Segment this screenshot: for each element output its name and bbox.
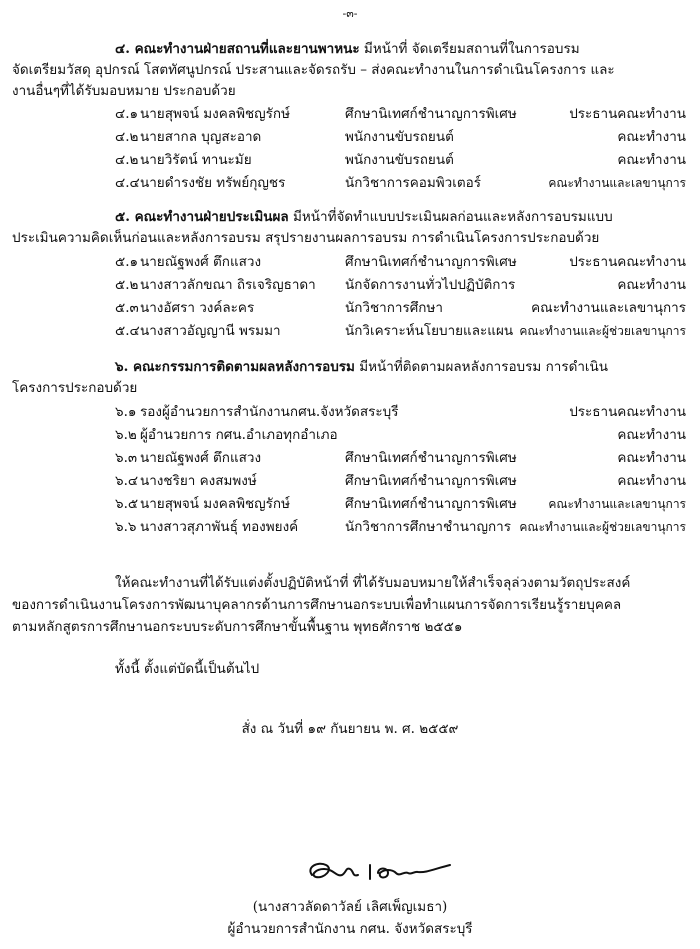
order-date: สั่ง ณ วันที่ ๑๙ กันยายน พ. ศ. ๒๕๕๙ xyxy=(241,721,459,737)
sec6-member-row: ๖.๓ นายณัฐพงศ์ ตึกแสวง ศึกษานิเทศก์ชำนาญการพิเศษ คณะทำงาน xyxy=(115,450,686,466)
sec5-member-row: ๕.๑ นายณัฐพงศ์ ตึกแสวง ศึกษานิเทศก์ชำนาญการพิเศษ ประธานคณะทำงาน xyxy=(115,254,686,270)
closing-p1-line3: ตามหลักสูตรการศึกษานอกระบบระดับการศึกษาขั้นพื้นฐาน พุทธศักราช ๒๕๕๑ xyxy=(12,619,463,635)
sec6-member-row: ๖.๑ รองผู้อำนวยการสำนักงานกศน.จังหวัดสระบุรี ประธานคณะทำงาน xyxy=(115,404,686,420)
sec6-member-row: ๖.๒ ผู้อำนวยการ กศน.อำเภอทุกอำเภอ คณะทำงาน xyxy=(115,427,686,443)
sec6-heading-line xyxy=(115,358,608,376)
sec4-member-row: ๔.๔ นายดำรงชัย ทรัพย์กุญชร นักวิชาการคอมพิวเตอร์ คณะทำงานและเลขานุการ xyxy=(115,175,686,191)
signer-title: ผู้อำนวยการสำนักงาน กศน. จังหวัดสระบุรี xyxy=(227,921,473,937)
sec4-member-row: ๔.๒ นายสากล บุญสะอาด พนักงานขับรถยนต์ คณะทำงาน xyxy=(115,129,686,145)
closing-p1-line2: ของการดำเนินงานโครงการพัฒนาบุคลากรด้านการศึกษานอกระบบเพื่อทำแผนการจัดการเรียนรู้รายบุคคล xyxy=(12,597,622,613)
sec6-member-row: ๖.๕ นายสุพจน์ มงคลพิชญรักษ์ ศึกษานิเทศก์ชำนาญการพิเศษ คณะทำงานและเลขานุการ xyxy=(115,496,686,512)
sec5-member-row: ๕.๔ นางสาวอัญญานี พรมมา นักวิเคราะห์นโยบายและแผน คณะทำงานและผู้ช่วยเลขานุการ xyxy=(115,323,686,339)
signature-image xyxy=(300,853,460,893)
sec4-member-row: ๔.๒ นายวิรัตน์ ทานะมัย พนักงานขับรถยนต์ คณะทำงาน xyxy=(115,152,686,168)
sec4-line2: จัดเตรียมวัสดุ อุปกรณ์ โสตทัศนูปกรณ์ ประสานและจัดรถรับ – ส่งคณะทำงานในการดำเนินโครงการ และ xyxy=(12,62,615,78)
sec5-line2: ประเมินความคิดเห็นก่อนและหลังการอบรม สรุปรายงานผลการอบรม การดำเนินโครงการประกอบด้วย xyxy=(12,230,600,246)
sec5-member-row: ๕.๓ นางอัศรา วงค์ละคร นักวิชาการศึกษา คณะทำงานและเลขานุการ xyxy=(115,300,686,316)
sec6-line2: โครงการประกอบด้วย xyxy=(12,380,138,396)
closing-p2: ทั้งนี้ ตั้งแต่บัดนี้เป็นต้นไป xyxy=(115,661,260,677)
sec6-desc: มีหน้าที่ติดตามผลหลังการอบรม การดำเนิน xyxy=(354,359,608,375)
signer-name: (นางสาวลัดดาวัลย์ เลิศเพ็ญเมธา) xyxy=(252,899,448,915)
sec6-member-row: ๖.๔ นางชริยา คงสมพงษ์ ศึกษานิเทศก์ชำนาญการพิเศษ คณะทำงาน xyxy=(115,473,686,489)
page-number: -๓- xyxy=(342,7,358,20)
sec4-heading-line xyxy=(115,40,580,58)
closing-p1-line1: ให้คณะทำงานที่ได้รับแต่งตั้งปฏิบัติหน้าที่ ที่ได้รับมอบหมายให้สำเร็จลุล่วงตามวัตถุประสงค์ xyxy=(115,575,631,591)
sec6-heading: ๖. คณะกรรมการติดตามผลหลังการอบรม xyxy=(115,359,355,375)
sec5-desc: มีหน้าที่จัดทำแบบประเมินผลก่อนและหลังการอบรมแบบ xyxy=(288,209,613,225)
sec6-member-row: ๖.๖ นางสาวสุภาพันธุ์ ทองพยงค์ นักวิชาการศึกษาชำนาญการ คณะทำงานและผู้ช่วยเลขานุการ xyxy=(115,519,686,535)
sec5-heading-line xyxy=(115,208,613,226)
sec5-heading: ๕. คณะทำงานฝ่ายประเมินผล xyxy=(115,209,289,225)
sec4-desc: มีหน้าที่ จัดเตรียมสถานที่ในการอบรม xyxy=(359,41,580,57)
sec4-member-row: ๔.๑ นายสุพจน์ มงคลพิชญรักษ์ ศึกษานิเทศก์ชำนาญการพิเศษ ประธานคณะทำงาน xyxy=(115,106,686,122)
sec4-line3: งานอื่นๆที่ได้รับมอบหมาย ประกอบด้วย xyxy=(12,83,236,99)
sec5-member-row: ๕.๒ นางสาวลักขณา ถิรเจริญธาดา นักจัดการงานทั่วไปปฏิบัติการ คณะทำงาน xyxy=(115,277,686,293)
sec4-heading: ๔. คณะทำงานฝ่ายสถานที่และยานพาหนะ xyxy=(115,41,360,57)
